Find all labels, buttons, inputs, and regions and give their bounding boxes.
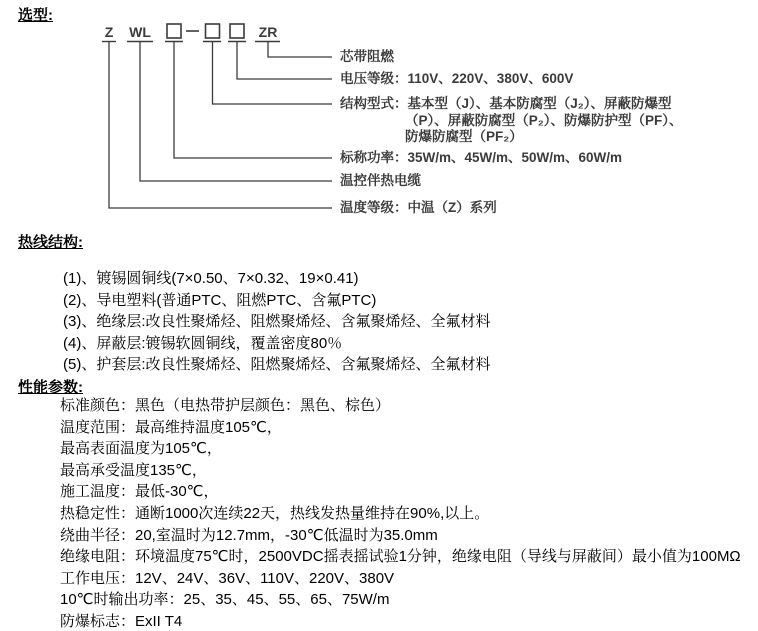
section-title-structure: 热线结构: [18, 234, 83, 251]
param-line: 绕曲半径：20,室温时为12.7mm，-30℃低温时为35.0mm [60, 526, 438, 544]
diagram-label-line: 温控伴热电缆 [340, 173, 421, 188]
diagram-label-line: 温度等级：中温（Z）系列 [340, 200, 497, 215]
diagram-label-line: 标称功率：35W/m、45W/m、50W/m、60W/m [340, 150, 623, 165]
section-title-selection: 选型: [18, 7, 53, 24]
param-line: 施工温度：最低-30℃， [60, 483, 219, 501]
param-line: 温度范围：最高维持温度105℃， [60, 418, 282, 436]
param-line: 绝缘电阻：环境温度75℃时，2500VDC摇表摇试验1分钟，绝缘电阻（导线与屏蔽间）最小值为100MΩ [60, 548, 741, 566]
structure-list-item: (2)、导电塑料(普通PTC、阻燃PTC、含氟PTC) [63, 291, 377, 309]
diagram-label-voltage-grade [340, 71, 573, 88]
model-code-letter-zr: ZR [258, 24, 278, 40]
structure-list-item: (4)、屏蔽层:镀锡软圆铜线，覆盖密度80％ [63, 334, 343, 352]
param-line: 最高承受温度135℃， [60, 461, 207, 479]
structure-list-item: (3)、绝缘层:改良性聚烯烃、阻燃聚烯烃、含氟聚烯烃、全氟材料 [63, 313, 491, 330]
connector-line-flame-retardant [268, 42, 332, 58]
hot-wire-structure-list [63, 268, 491, 376]
connector-line-structure-type [213, 42, 333, 105]
diagram-label-rated-power [340, 150, 622, 167]
diagram-label-line: 芯带阻燃 [340, 49, 394, 64]
connector-line-cable-name [140, 42, 332, 182]
param-line: 热稳定性：通断1000次连续22天，热线发热量维持在90%,以上。 [60, 504, 490, 522]
placeholder-box-3 [230, 24, 244, 38]
placeholder-box-2 [206, 24, 220, 38]
diagram-label-temp-grade [340, 200, 497, 217]
diagram-label-core-flame-retardant [340, 49, 394, 66]
param-line: 防爆标志：ExII T4 [60, 612, 183, 630]
param-line: 工作电压：12V、24V、36V、110V、220V、380V [60, 569, 395, 587]
structure-list-item: (5)、护套层:改良性聚烯烃、阻燃聚烯烃、含氟聚烯烃、全氟材料 [63, 356, 491, 373]
connector-line-voltage [237, 42, 332, 80]
connector-line-temp-grade [109, 42, 332, 209]
model-code-letter-z: Z [104, 24, 114, 40]
model-code-letter-wl: WL [129, 24, 151, 40]
diagram-label-line: 结构型式：基本型（J）、基本防腐型（J₂）、屏蔽防爆型 [340, 96, 672, 111]
diagram-label-line: （P）、屏蔽防腐型（P₂）、防爆防护型（PF）、 [405, 112, 683, 128]
performance-params-list [60, 395, 741, 631]
connector-line-rated-power [174, 42, 332, 159]
section-title-params: 性能参数: [18, 379, 83, 396]
param-line: 最高表面温度为105℃， [60, 440, 222, 458]
param-line: 10℃时输出功率：25、35、45、55、65、75W/m [60, 591, 390, 609]
diagram-label-line: 防爆防腐型（PF₂） [405, 129, 523, 144]
diagram-label-structure-type [340, 96, 683, 146]
param-line: 标准颜色：黑色（电热带护层颜色：黑色、棕色） [60, 397, 391, 414]
diagram-label-cable-name [340, 173, 421, 190]
placeholder-box-1 [167, 24, 181, 38]
diagram-label-line: 电压等级：110V、220V、380V、600V [340, 71, 574, 86]
structure-list-item: (1)、镀锡圆铜线(7×0.50、7×0.32、19×0.41) [63, 270, 359, 287]
